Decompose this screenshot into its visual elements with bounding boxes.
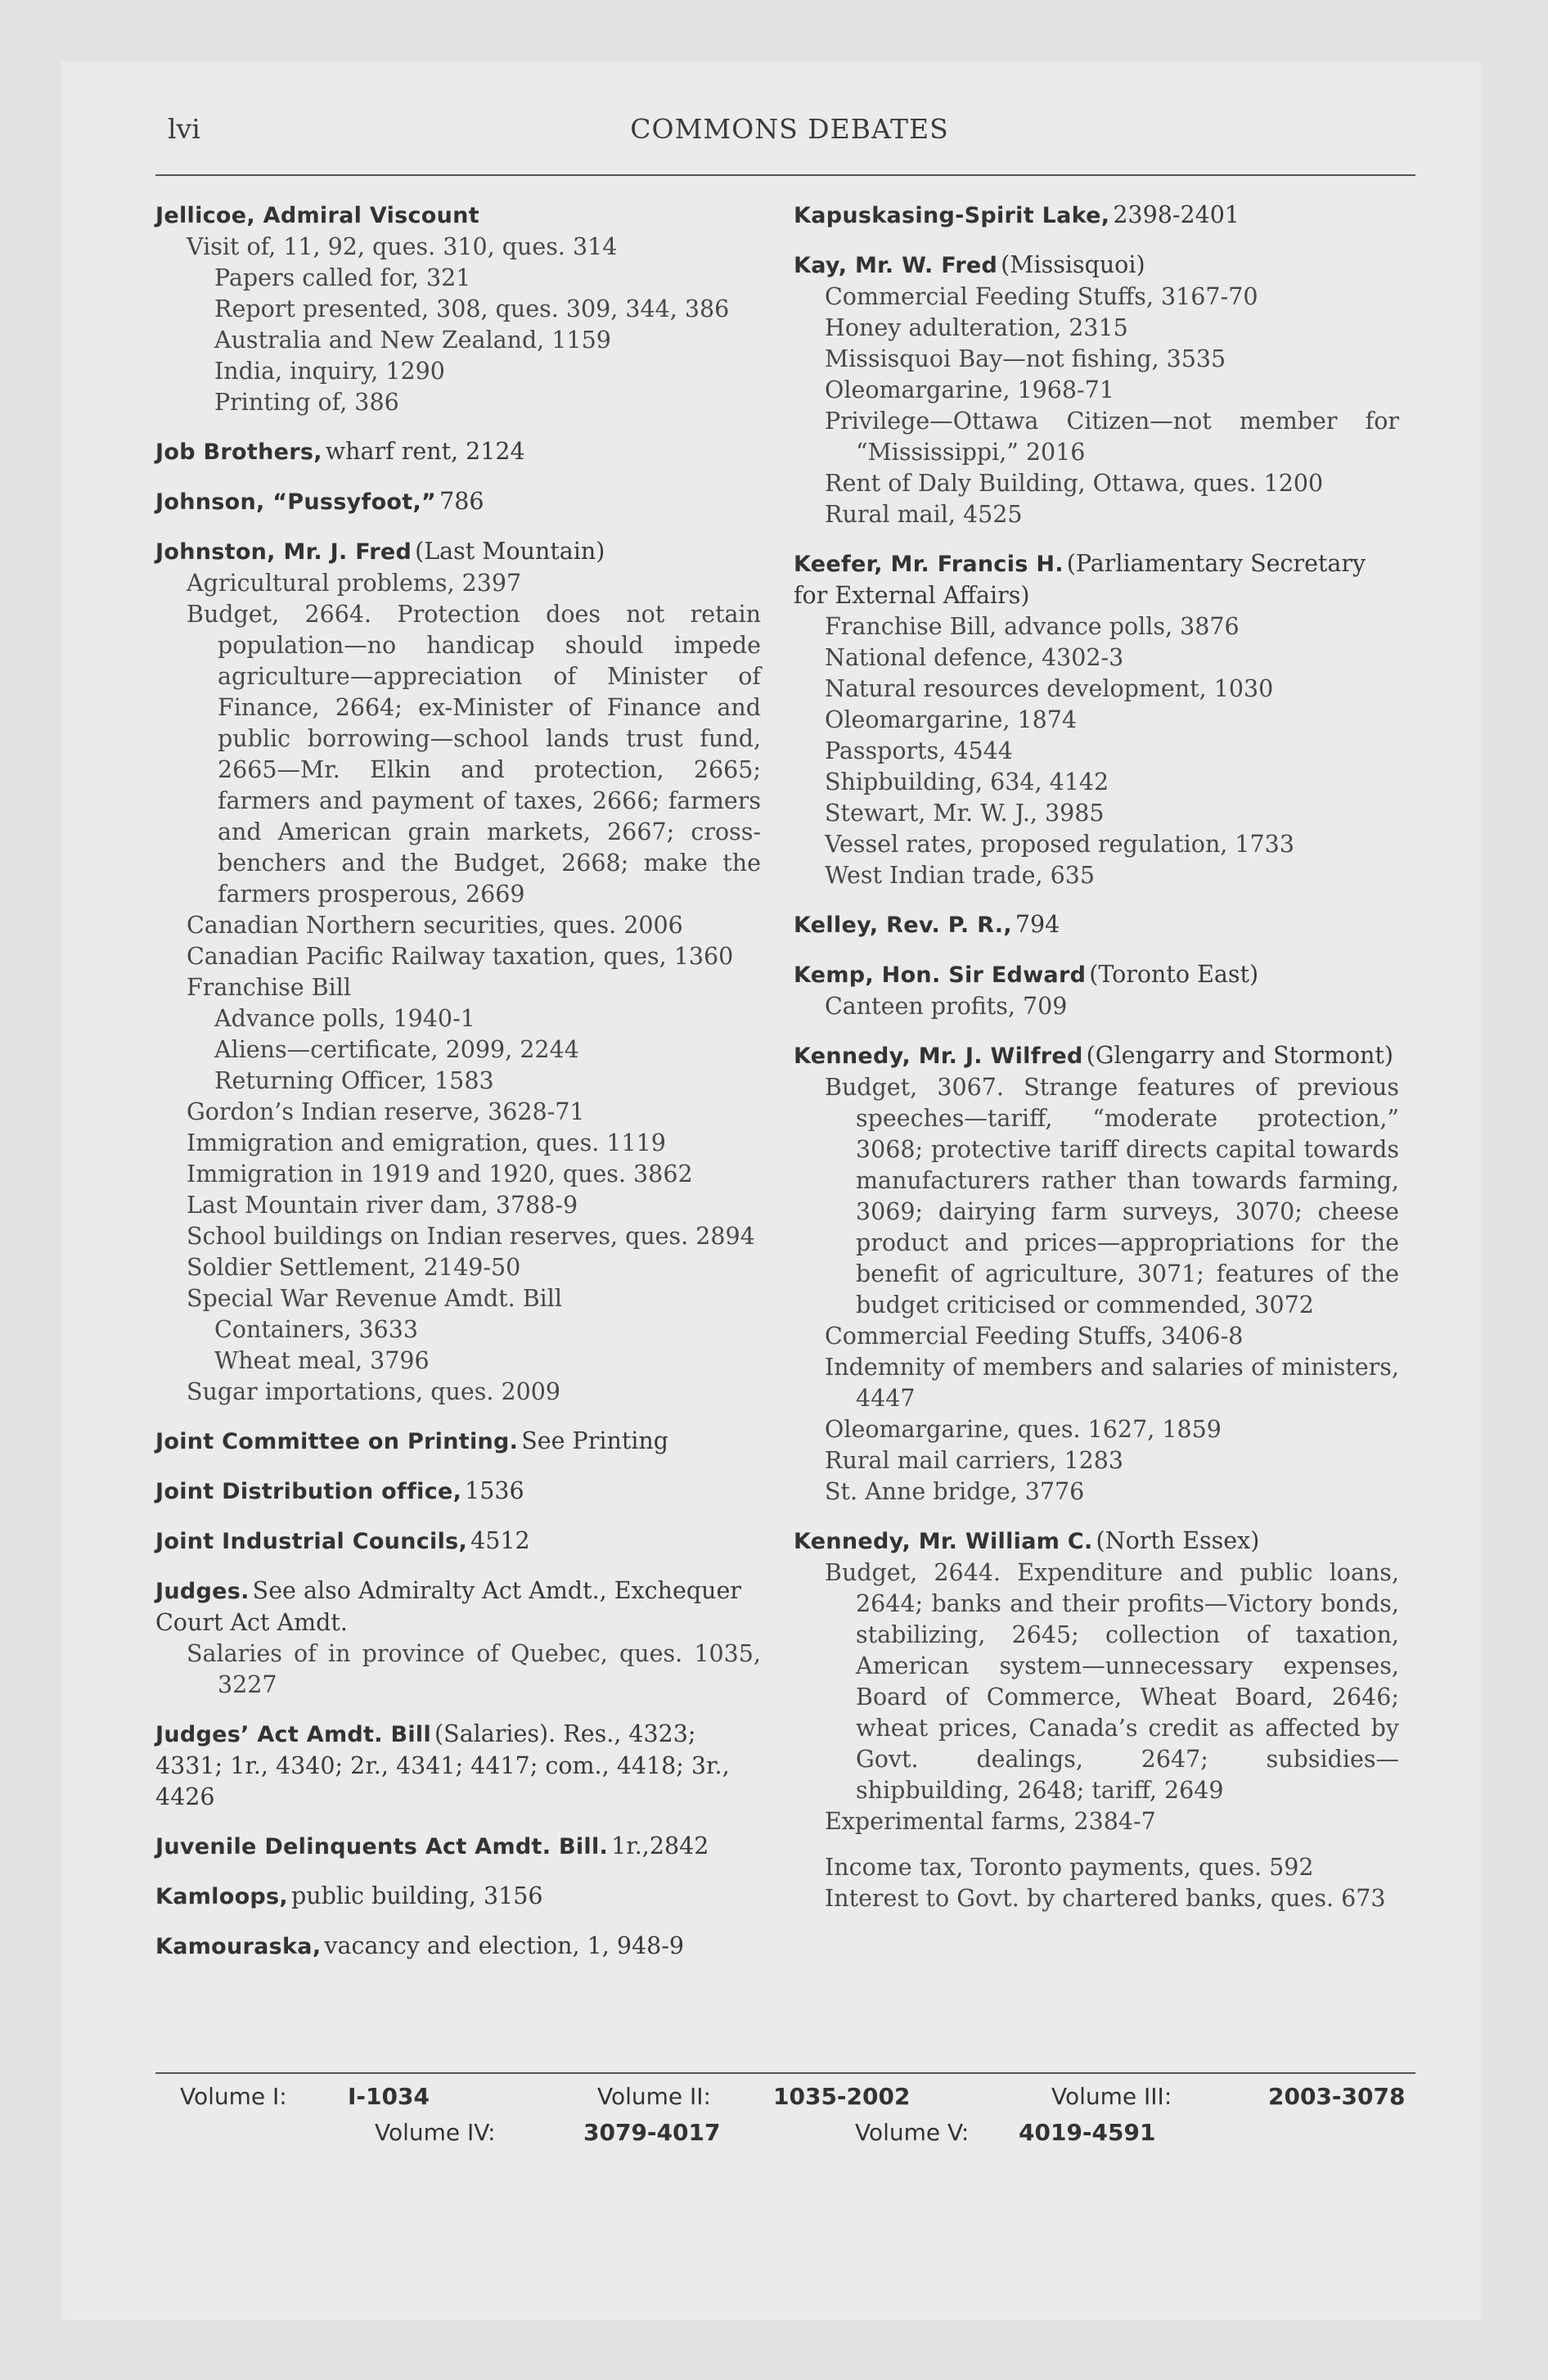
index-entry: [155, 1476, 761, 1508]
entry-headword: Joint Committee on Printing.: [155, 1429, 519, 1454]
index-entry: [155, 200, 761, 418]
subentry: Papers called for, 321: [214, 264, 471, 291]
volume-4: [375, 2119, 720, 2146]
volume-range: 1035-2002: [773, 2083, 911, 2110]
entry-heading-text: (Parliamentary Secretary for External Affairs): [794, 550, 1366, 609]
subentry: Commercial Feeding Stuffs, 3406-8: [825, 1323, 1244, 1350]
subentry: Oleomargarine, 1968-71: [825, 376, 1114, 403]
entry-heading: [155, 1831, 761, 1863]
entry-heading: [155, 1426, 761, 1458]
subentry: Gordon’s Indian reserve, 3628-71: [187, 1098, 585, 1125]
entry-heading-text: (Missisquoi): [1001, 251, 1145, 278]
entry-headword: Kennedy, Mr. J. Wilfred: [794, 1044, 1083, 1069]
volume-range: I-1034: [348, 2083, 430, 2110]
subentry: Income tax, Toronto payments, ques. 592: [825, 1854, 1314, 1881]
entry-headword: Judges.: [155, 1579, 250, 1604]
entry-heading-text: (Toronto East): [1089, 961, 1259, 988]
subentry: Visit of, 11, 92, ques. 310, ques. 314: [187, 233, 618, 260]
entry-heading-text: See Printing: [521, 1427, 668, 1454]
subentry: National defence, 4302-3: [825, 644, 1124, 671]
entry-heading-text: 4512: [470, 1527, 530, 1554]
subentry: Returning Officer, 1583: [214, 1067, 494, 1094]
entry-headword: Joint Industrial Councils,: [155, 1529, 468, 1554]
subentry: Australia and New Zealand, 1159: [214, 327, 611, 354]
index-entry: [155, 1526, 761, 1557]
entry-heading-text: (North Essex): [1096, 1527, 1260, 1554]
entry-heading: [155, 486, 761, 518]
index-entry: [155, 1575, 761, 1701]
entry-heading: [155, 200, 761, 232]
index-entry: [794, 548, 1399, 891]
entry-heading-text: public building, 3156: [290, 1882, 543, 1909]
entry-heading: [794, 548, 1399, 611]
entry-heading: [794, 1526, 1399, 1557]
index-entry: [155, 436, 761, 468]
subentry: Aliens—certificate, 2099, 2244: [214, 1036, 579, 1063]
entry-heading: [155, 1526, 761, 1557]
entry-heading: [155, 1719, 761, 1813]
entry-heading-text: 1536: [465, 1477, 524, 1504]
subentry: Franchise Bill: [187, 974, 352, 1001]
entry-heading-text: vacancy and election, 1, 948-9: [324, 1932, 684, 1959]
footer-rule: [155, 2072, 1415, 2074]
subentry: Immigration and emigration, ques. 1119: [187, 1129, 666, 1156]
subentry: Printing of, 386: [214, 389, 399, 416]
entry-headword: Juvenile Delinquents Act Amdt. Bill.: [155, 1834, 609, 1859]
index-entry: [794, 250, 1399, 530]
subentry: West Indian trade, 635: [825, 862, 1096, 889]
index-entry: [155, 1931, 761, 1963]
page-number: lvi: [168, 113, 200, 145]
volume-label: Volume IV:: [375, 2119, 496, 2146]
subentry: Natural resources development, 1030: [825, 675, 1274, 702]
subentry: Soldier Settlement, 2149-50: [187, 1254, 521, 1281]
entry-heading: [794, 909, 1399, 941]
index-entry: [794, 1526, 1399, 1914]
entry-headword: Job Brothers,: [155, 439, 322, 465]
entry-heading-text: wharf rent, 2124: [325, 438, 525, 465]
subentry: Canadian Pacific Railway taxation, ques, 1360: [187, 943, 734, 970]
subentry: Rural mail, 4525: [825, 501, 1023, 528]
subentry: Experimental farms, 2384-7: [825, 1808, 1156, 1835]
entry-headword: Kemp, Hon. Sir Edward: [794, 962, 1087, 988]
subentry: Sugar importations, ques. 2009: [187, 1378, 560, 1405]
subentry: Canteen profits, 709: [825, 993, 1068, 1020]
subentry: Interest to Govt. by chartered banks, ques. 673: [825, 1885, 1386, 1912]
subentry: Budget, 3067. Strange features of previous speeches—tariff, “moderate protection,” 3068; protective tariff directs capital towards manufacturers rather than towards farming, 3069; dairying farm surveys, 3070; cheese product and prices—appropriations for the benefit of agriculture, 3071; features of the budget criticised or commended, 3072: [825, 1074, 1399, 1318]
volume-label: Volume V:: [855, 2119, 970, 2146]
entry-heading: [155, 436, 761, 468]
volume-label: Volume I:: [180, 2083, 287, 2110]
index-entry: [794, 1040, 1399, 1508]
subentry: Wheat meal, 3796: [214, 1347, 430, 1374]
entry-heading: [155, 1881, 761, 1913]
entry-heading-text: (Last Mountain): [415, 538, 605, 565]
subentry: Salaries of in province of Quebec, ques. 1035, 3227: [187, 1640, 761, 1698]
entry-heading-text: 786: [439, 488, 484, 515]
entry-headword: Judges’ Act Amdt. Bill: [155, 1722, 432, 1747]
index-entry: [155, 1719, 761, 1813]
entry-headword: Keefer, Mr. Francis H.: [794, 552, 1064, 577]
volume-2: [597, 2083, 910, 2110]
entry-heading: [794, 1040, 1399, 1072]
entry-headword: Jellicoe, Admiral Viscount: [155, 203, 479, 228]
index-entry: [794, 959, 1399, 1022]
subentry: Canadian Northern securities, ques. 2006: [187, 912, 683, 939]
subentry: Containers, 3633: [214, 1316, 418, 1343]
header-rule: [155, 174, 1415, 176]
subentry: Oleomargarine, 1874: [825, 706, 1077, 733]
subentry: Budget, 2664. Protection does not retain population—no handicap should impede agriculture—appreciation of Minister of Finance, 2664; ex-Minister of Finance and public borrowing—school lands trust fund, 2665—Mr. Elkin and protection, 2665; farmers and payment of taxes, 2666; farmers and American grain markets, 2667; cross-benchers and the Budget, 2668; make the farmers prosperous, 2669: [187, 601, 761, 908]
subentry: School buildings on Indian reserves, ques. 2894: [187, 1223, 755, 1250]
subentry: Budget, 2644. Expenditure and public loans, 2644; banks and their profits—Victory bonds, stabilizing, 2645; collection of taxation, American system—unnecessary expenses, Board of Commerce, Wheat Board, 2646; wheat prices, Canada’s credit as affected by Govt. dealings, 2647; subsidies—shipbuilding, 2648; tariff, 2649: [825, 1559, 1399, 1804]
entry-heading: [155, 1575, 761, 1639]
entry-heading: [155, 1931, 761, 1963]
volume-range: 3079-4017: [583, 2119, 721, 2146]
subentry: Franchise Bill, advance polls, 3876: [825, 613, 1240, 640]
entry-heading-text: (Salaries). Res., 4323; 4331; 1r., 4340; 2r., 4341; 4417; com., 4418; 3r., 4426: [155, 1720, 730, 1810]
entry-headword: Kapuskasing-Spirit Lake,: [794, 203, 1110, 228]
entry-heading-text: (Glengarry and Stormont): [1086, 1042, 1393, 1069]
entry-headword: Johnson, “Pussyfoot,”: [155, 489, 437, 515]
entry-heading: [155, 536, 761, 568]
entry-heading: [794, 959, 1399, 991]
subentry: Vessel rates, proposed regulation, 1733: [825, 831, 1294, 858]
subentry: Rural mail carriers, 1283: [825, 1447, 1123, 1474]
entry-headword: Kamloops,: [155, 1884, 288, 1909]
subentry: Shipbuilding, 634, 4142: [825, 769, 1109, 796]
entry-heading-text: 2398-2401: [1113, 201, 1240, 228]
subentry: Privilege—Ottawa Citizen—not member for “Mississippi,” 2016: [825, 408, 1399, 466]
subentry: Missisquoi Bay—not fishing, 3535: [825, 345, 1226, 372]
index-entry: [155, 1831, 761, 1863]
subentry: Immigration in 1919 and 1920, ques. 3862: [187, 1161, 693, 1188]
entry-headword: Kennedy, Mr. William C.: [794, 1529, 1093, 1554]
entry-headword: Johnston, Mr. J. Fred: [155, 539, 412, 565]
entry-heading: [794, 250, 1399, 282]
subentry: Honey adulteration, 2315: [825, 314, 1128, 341]
volume-label: Volume II:: [597, 2083, 711, 2110]
entry-heading: [794, 200, 1399, 232]
subentry: St. Anne bridge, 3776: [825, 1478, 1085, 1505]
index-entry: [794, 200, 1399, 232]
index-entry: [155, 1881, 761, 1913]
subentry: Special War Revenue Amdt. Bill: [187, 1285, 563, 1312]
volume-5: [855, 2119, 1155, 2146]
index-entry: [155, 536, 761, 1408]
subentry: Commercial Feeding Stuffs, 3167-70: [825, 283, 1258, 310]
subentry: India, inquiry, 1290: [214, 358, 445, 385]
entry-heading: [155, 1476, 761, 1508]
page-header: [168, 113, 1411, 154]
index-entry: [794, 909, 1399, 941]
volume-label: Volume III:: [1051, 2083, 1172, 2110]
entry-headword: Kelley, Rev. P. R.,: [794, 913, 1012, 938]
entry-heading-text: See also Admiralty Act Amdt., Exchequer Court Act Amdt.: [155, 1577, 741, 1636]
subentry: Agricultural problems, 2397: [187, 570, 522, 597]
subentry: Rent of Daly Building, Ottawa, ques. 1200: [825, 470, 1324, 497]
entry-heading-text: 1r.,2842: [611, 1832, 709, 1859]
index-column-right: [794, 200, 1399, 1932]
volume-3: [1051, 2083, 1405, 2110]
subentry: Oleomargarine, ques. 1627, 1859: [825, 1416, 1222, 1443]
volume-range: 4019-4591: [1019, 2119, 1156, 2146]
entry-heading-text: 794: [1015, 911, 1060, 938]
index-entry: [155, 1426, 761, 1458]
volume-range: 2003-3078: [1268, 2083, 1406, 2110]
subentry: Last Mountain river dam, 3788-9: [187, 1192, 578, 1219]
volume-1: [180, 2083, 430, 2110]
subentry: Indemnity of members and salaries of ministers, 4447: [825, 1354, 1399, 1412]
subentry: Report presented, 308, ques. 309, 344, 386: [214, 295, 730, 322]
subentry: Advance polls, 1940-1: [214, 1005, 475, 1032]
volume-footer: [155, 2083, 1415, 2157]
entry-headword: Kay, Mr. W. Fred: [794, 253, 998, 278]
entry-headword: Joint Distribution office,: [155, 1479, 462, 1504]
subentry: Passports, 4544: [825, 737, 1013, 764]
running-head: COMMONS DEBATES: [630, 113, 949, 145]
index-column-left: [155, 200, 761, 1981]
entry-headword: Kamouraska,: [155, 1934, 322, 1959]
subentry: Stewart, Mr. W. J., 3985: [825, 800, 1105, 827]
index-entry: [155, 486, 761, 518]
